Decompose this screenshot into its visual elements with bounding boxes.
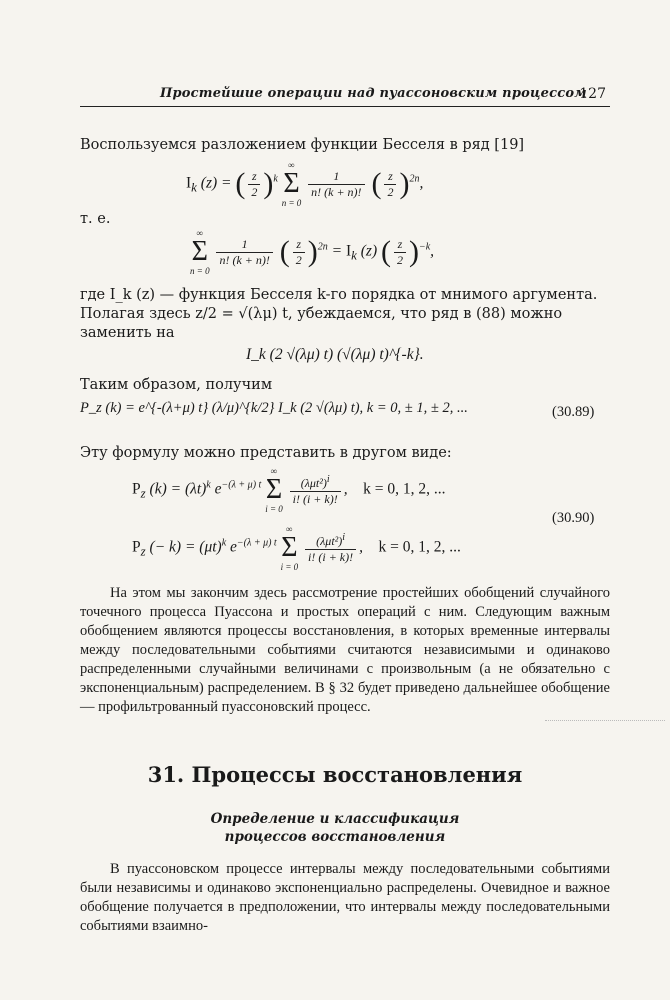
section-title: 31. Процессы восстановления [147,762,523,787]
running-head [80,84,610,107]
formula-replacement: I_k (2 √(λμ) t) (√(λμ) t)^{-k}. [246,346,424,363]
formula-present-line: Эту формулу можно представить в другом виде: [80,445,452,461]
formula-pz-negative: $P_z$ (− $k) = (\mu t)^k$ $e^{-(\lambda + \mu) t}$ ∞ Σ i = 0 $\frac{(\lambda\mu t^2)^i}{i! (i + k)!}$ , k = 0, 1, 2, ... [132,524,461,572]
where-line-1: где I_k (z) — функция Бесселя k-го порядка от мнимого аргумента. [80,287,598,303]
paragraph-renewal-intro: В пуассоновском процессе интервалы между последовательными событиями были независимы и одинаково экспоненциально распределены. Очевидное и важное обобщение получается в предположении, что интервалы между последовательными событиями взаимно- [80,861,610,934]
section-subtitle [0,810,670,846]
where-line-2: Полагая здесь z/2 = √(λμ) t, убеждаемся, что ряд в (88) можно [80,306,563,322]
page-number: 127 [579,86,606,102]
te-line: т. е. [80,211,111,227]
where-line-3: заменить на [80,325,175,341]
paragraph-conclusion: На этом мы закончим здесь рассмотрение простейших обобщений случайного точечного процесса Пуассона и простых операций с ним. Следующим важным обобщением являются процессы восстановления, в которых временные интервалы между последовательными событиями считаются независимыми и одинаково распределенными случайными величинами с произвольным (а не обязательно с экспоненциальным) распределением. В § 32 будет приведено дальнейшее обобщение — профильтрованный пуассоновский процесс. [80,585,610,715]
equation-number-30-90: (30.90) [552,510,595,526]
section-subtitle-text: Определение и классификация процессов восстановления [210,811,460,845]
scan-dotted-mark [545,720,665,721]
formula-bessel-series: $I_k$ (z) = ( $\frac{z}{2}$ )$^k$ ∞ Σ n = 0 $\frac{1}{n! (k + n)!}$ ( $\frac{z}{2}$ )$^{2n}$, [186,160,424,208]
formula-pz-positive: $P_z$ $(k) = (\lambda t)^k$ $e^{-(\lambda + \mu) t}$ ∞ Σ i = 0 $\frac{(\lambda\mu t^2)^i}{i! (i + k)!}$ , k = 0, 1, 2, ... [132,466,446,514]
intro-line: Воспользуемся разложением функции Бесселя в ряд [19] [80,137,525,153]
thus-line: Таким образом, получим [80,377,273,393]
running-head-title: Простейшие операции над пуассоновским процессом [160,86,587,101]
formula-pz-k: P_z (k) = e^{-(λ+μ) t} (λ/μ)^{k/2} I_k (2 √(λμ) t), k = 0, ± 1, ± 2, ... [80,400,468,416]
equation-number-30-89: (30.89) [552,404,595,420]
formula-series-identity: ∞ Σ n = 0 $\frac{1}{n! (k + n)!}$ ( $\frac{z}{2}$ )$^{2n} = I_k$ (z) ( $\frac{z}{2}$ )$^{-k}$, [190,228,435,276]
